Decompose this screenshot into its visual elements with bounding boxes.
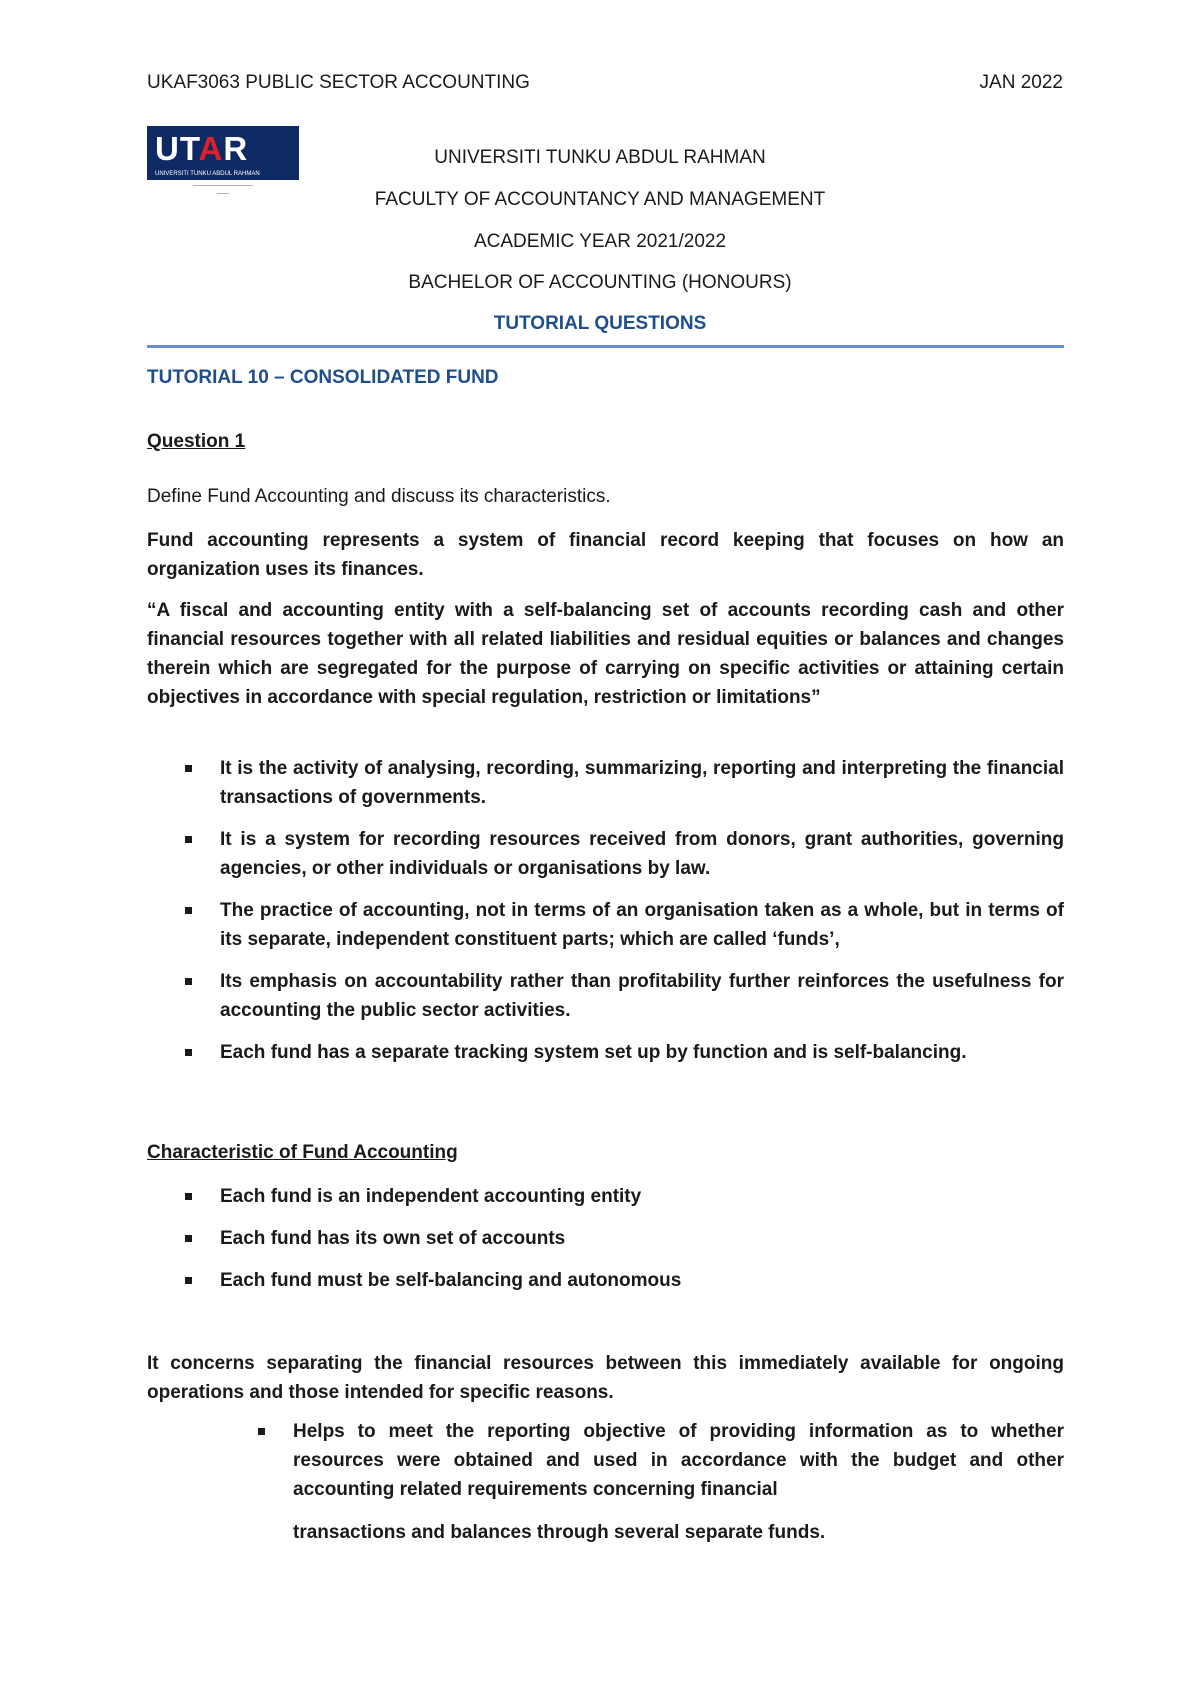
bullet-icon xyxy=(185,978,192,985)
definition-quote: “A fiscal and accounting entity with a self-balancing set of accounts recording cash and other financial resources together with all related liabilities and residual equities or balances and changes therein which are segregated for the purpose of carrying on specific activities or attaining certain objectives in accordance with special regulation, restriction or limitations” xyxy=(147,600,1064,708)
question-heading: Question 1 xyxy=(147,431,246,452)
bullet-icon xyxy=(185,1277,192,1284)
bullet-icon xyxy=(185,836,192,843)
header-date: JAN 2022 xyxy=(979,72,1063,93)
concerns-paragraph: It concerns separating the financial resources between this immediately available for ongoing operations and those intended for specific reasons. xyxy=(147,1353,1064,1403)
list-item: It is the activity of analysing, recording, summarizing, reporting and interpreting the financial transactions of governments. xyxy=(147,754,1064,812)
list-item: Helps to meet the reporting objective of providing information as to whether resources were obtained and used in accordance with the budget and other accounting related requirements concerning financial xyxy=(220,1417,1064,1504)
bullet-icon xyxy=(185,1235,192,1242)
list-item: The practice of accounting, not in terms of an organisation taken as a whole, but in terms of its separate, independent constituent parts; which are called ‘funds’, xyxy=(147,896,1064,954)
tutorial-title: TUTORIAL 10 – CONSOLIDATED FUND xyxy=(147,367,499,388)
list-item: Each fund must be self-balancing and autonomous xyxy=(147,1266,1064,1295)
characteristics-list xyxy=(147,1182,1064,1308)
question-prompt: Define Fund Accounting and discuss its characteristics. xyxy=(147,486,611,507)
answer-intro: Fund accounting represents a system of financial record keeping that focuses on how an organization uses its finances. xyxy=(147,530,1064,580)
academic-year: ACADEMIC YEAR 2021/2022 xyxy=(473,231,727,252)
characteristics-heading: Characteristic of Fund Accounting xyxy=(147,1142,458,1163)
programme-name: BACHELOR OF ACCOUNTING (HONOURS) xyxy=(408,272,792,293)
list-item: Each fund is an independent accounting entity xyxy=(147,1182,1064,1211)
list-item: Its emphasis on accountability rather than profitability further reinforces the usefulness for accounting the public sector activities. xyxy=(147,967,1064,1025)
faculty-name: FACULTY OF ACCOUNTANCY AND MANAGEMENT xyxy=(374,189,826,210)
header-course: UKAF3063 PUBLIC SECTOR ACCOUNTING xyxy=(147,72,530,93)
fund-accounting-points xyxy=(147,754,1064,1080)
bullet-icon xyxy=(185,1049,192,1056)
reporting-objective-list xyxy=(220,1417,1064,1504)
utar-logo: UTAR UNIVERSITI TUNKU ABDUL RAHMAN —————————— —— xyxy=(147,126,299,202)
bullet-icon xyxy=(185,765,192,772)
bullet-icon xyxy=(185,907,192,914)
document-type: TUTORIAL QUESTIONS xyxy=(493,313,707,334)
university-name: UNIVERSITI TUNKU ABDUL RAHMAN xyxy=(434,147,766,168)
bullet-icon xyxy=(258,1428,265,1435)
header-divider xyxy=(147,345,1064,348)
reporting-objective-tail: transactions and balances through several separate funds. xyxy=(293,1522,826,1543)
list-item: Each fund has a separate tracking system set up by function and is self-balancing. xyxy=(147,1038,1064,1067)
list-item: It is a system for recording resources received from donors, grant authorities, governing agencies, or other individuals or organisations by law. xyxy=(147,825,1064,883)
list-item: Each fund has its own set of accounts xyxy=(147,1224,1064,1253)
bullet-icon xyxy=(185,1193,192,1200)
